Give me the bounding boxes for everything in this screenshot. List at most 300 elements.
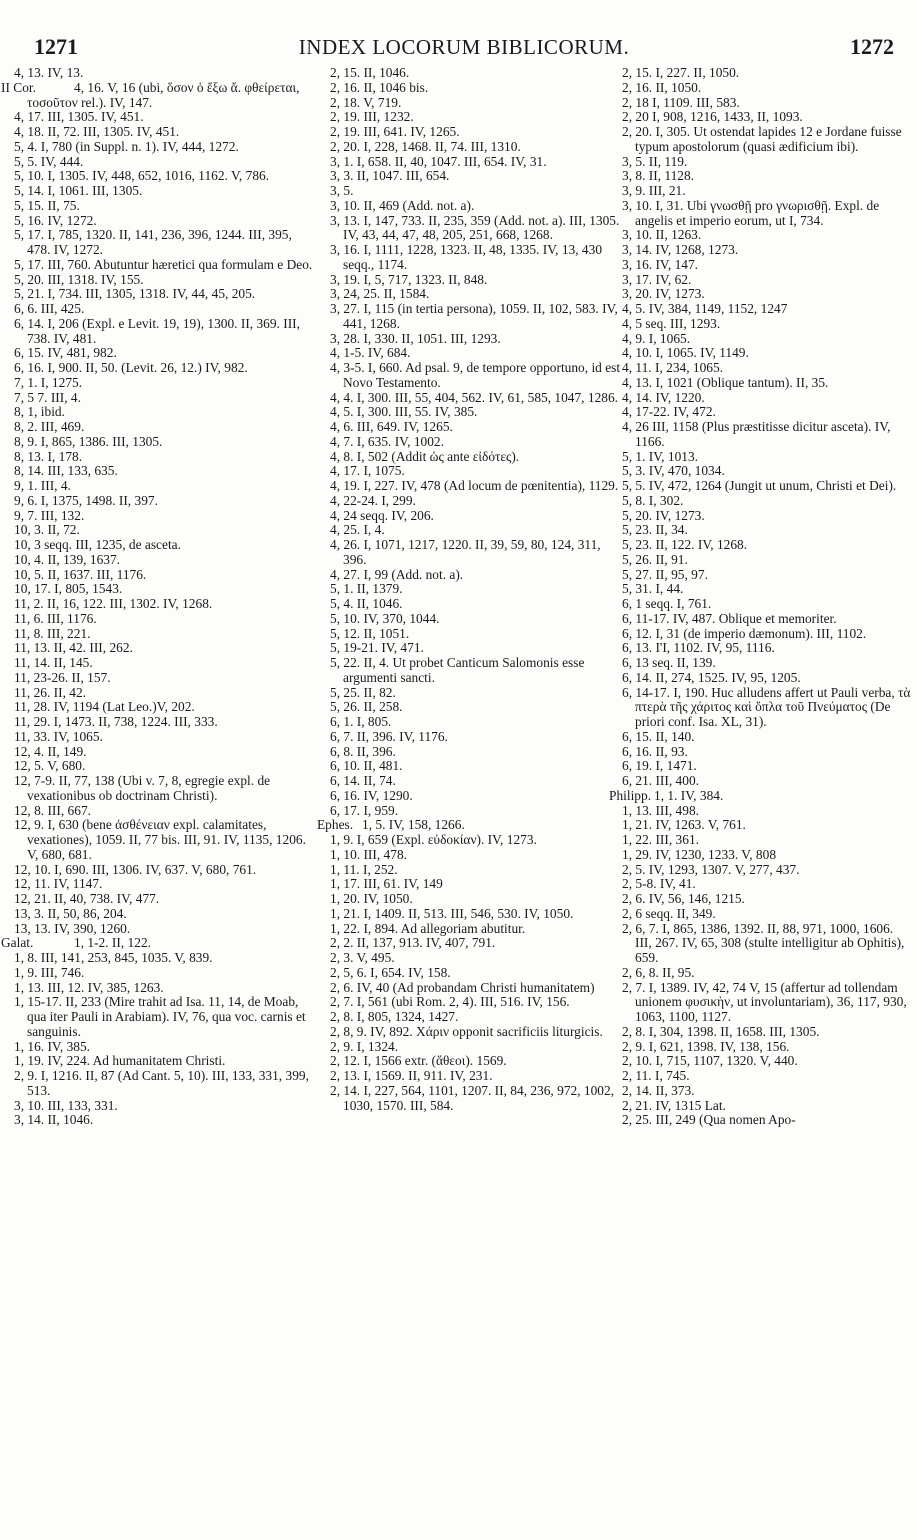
entry-text: 10, 3 seqq. III, 1235, de asceta.	[14, 537, 181, 552]
entry-text: 2, 20 I, 908, 1216, 1433, II, 1093.	[622, 109, 803, 125]
entry-text: 6, 8. II, 396.	[330, 743, 396, 759]
index-entry	[14, 892, 318, 907]
index-entry	[330, 995, 622, 1010]
index-entry	[622, 1040, 912, 1055]
index-entry	[330, 81, 622, 96]
entry-text: 3, 14. IV, 1268, 1273.	[622, 242, 739, 257]
index-entry	[14, 361, 318, 376]
index-entry	[622, 686, 912, 730]
entry-text: 3, 27. I, 115 (in tertia persona), 1059. II, 102, 583. IV, 441, 1268.	[330, 301, 618, 331]
index-entry	[330, 759, 622, 774]
index-entry	[330, 169, 622, 184]
index-entry	[14, 184, 318, 199]
index-entry	[622, 627, 912, 642]
entry-text: 8, 13. I, 178.	[14, 448, 83, 464]
index-entry	[330, 125, 622, 140]
index-entry	[622, 759, 912, 774]
index-entry	[330, 155, 622, 170]
entry-text: 11, 23-26. II, 157.	[14, 669, 111, 685]
entry-text: 1, 13. III, 498.	[622, 802, 699, 818]
index-entry	[330, 1069, 622, 1084]
entry-text: 5, 15. II, 75.	[14, 197, 80, 213]
entry-text: 11, 26. II, 42.	[14, 684, 87, 700]
entry-text: 6, 16. IV, 1290.	[330, 787, 413, 803]
index-entry	[14, 745, 318, 760]
entry-text: 4, 7. I, 635. IV, 1002.	[330, 433, 444, 449]
entry-text: 5, 4. I, 780 (in Suppl. n. 1). IV, 444, 1272.	[14, 138, 239, 154]
entry-text: 4, 19. I, 227. IV, 478 (Ad locum de pœnitentia), 1129.	[330, 478, 619, 493]
entry-text: 12, 7-9. II, 77, 138 (Ubi v. 7, 8, egregie expl. de vexationibus ob doctrinam Christi).	[14, 773, 271, 803]
entry-text: 5, 22. II, 4. Ut probet Canticum Salomonis esse argumenti sancti.	[330, 655, 585, 685]
index-entry	[622, 169, 912, 184]
index-entry	[330, 612, 622, 627]
entry-text: 1, 9. I, 659 (Expl. εὐδοκίαν). IV, 1273.	[330, 832, 537, 847]
index-entry	[622, 745, 912, 760]
entry-text: 5, 16. IV, 1272.	[14, 212, 97, 228]
index-entry	[14, 1054, 318, 1069]
entry-text: 4, 1-5. IV, 684.	[330, 345, 411, 361]
index-entry	[330, 110, 622, 125]
entry-text: 2, 19. III, 641. IV, 1265.	[330, 124, 460, 139]
index-entry	[330, 922, 622, 937]
index-column-1	[1, 65, 318, 1526]
entry-text: 6, 14. I, 206 (Expl. e Levit. 19, 19), 1300. II, 369. III, 738. IV, 481.	[14, 315, 300, 346]
entry-text: 6, 16. I, 900. II, 50. (Levit. 26, 12.) IV, 982.	[14, 360, 248, 375]
index-entry	[14, 759, 318, 774]
index-entry	[14, 155, 318, 170]
index-entry	[622, 582, 912, 597]
entry-text: 6, 12. I, 31 (de imperio dæmonum). III, 1102.	[622, 625, 867, 641]
index-entry	[622, 538, 912, 553]
index-entry	[330, 848, 622, 863]
entry-text: 3, 28. I, 330. II, 1051. III, 1293.	[330, 330, 501, 346]
entry-text: 6, 14. II, 274, 1525. IV, 95, 1205.	[622, 669, 801, 685]
entry-text: 6, 6. III, 425.	[14, 301, 85, 316]
index-entry	[14, 568, 318, 583]
entry-text: 2, 16. II, 1050.	[622, 79, 702, 95]
entry-text: 7, 5 7. III, 4.	[14, 389, 81, 405]
index-entry	[622, 1025, 912, 1040]
entry-text: 4, 10. I, 1065. IV, 1149.	[622, 345, 749, 361]
entry-text: 2, 2. II, 137, 913. IV, 407, 791.	[330, 935, 496, 951]
index-entry	[622, 568, 912, 583]
index-entry	[14, 612, 318, 627]
index-entry	[14, 376, 318, 391]
entry-text: 4, 24 seqq. IV, 206.	[330, 507, 434, 523]
index-entry	[14, 258, 318, 273]
index-entry	[14, 509, 318, 524]
index-entry	[14, 214, 318, 229]
entry-text: 1, 22. III, 361.	[622, 832, 699, 847]
entry-text: 4, 13. I, 1021 (Oblique tantum). II, 35.	[622, 374, 829, 390]
index-entry	[330, 199, 622, 214]
index-entry	[330, 715, 622, 730]
index-entry	[622, 479, 912, 494]
index-entry	[330, 1084, 622, 1114]
entry-text: 1, 19. IV, 224. Ad humanitatem Christi.	[14, 1053, 226, 1069]
entry-text: 3, 20. IV, 1273.	[622, 286, 705, 302]
index-entry	[330, 243, 622, 273]
entry-text: 6, 14. II, 74.	[330, 773, 396, 788]
entry-text: 3, 8. II, 1128.	[622, 168, 695, 184]
entry-text: 1, 9. III, 746.	[14, 964, 85, 980]
entry-text: 4, 26. I, 1071, 1217, 1220. II, 39, 59, 80, 124, 311, 396.	[330, 537, 601, 567]
entry-text: 2, 5, 6. I, 654. IV, 158.	[330, 964, 451, 980]
index-entry	[14, 818, 318, 862]
entry-text: 5, 26. II, 258.	[330, 699, 403, 715]
index-entry	[330, 892, 622, 907]
index-entry	[330, 641, 622, 656]
entry-text: 4, 5. I, 300. III, 55. IV, 385.	[330, 404, 478, 420]
entry-text: 3, 17. IV, 62.	[622, 271, 692, 287]
entry-text: 6, 1. I, 805.	[330, 714, 392, 729]
entry-text: 6, 1 seqq. I, 761.	[622, 596, 712, 611]
index-entry	[330, 582, 622, 597]
entry-text: 4, 8. I, 502 (Addit ὡς ante εἰδότες).	[330, 448, 520, 464]
index-entry	[622, 199, 912, 229]
index-entry	[330, 494, 622, 509]
entry-text: 2, 10. I, 715, 1107, 1320. V, 440.	[622, 1053, 798, 1069]
book-heading-entry	[317, 817, 622, 833]
index-entry	[330, 361, 622, 391]
index-entry	[622, 464, 912, 479]
index-entry	[622, 450, 912, 465]
entry-text: 5, 20. III, 1318. IV, 155.	[14, 271, 144, 287]
entry-text: 2, 16. II, 1046 bis.	[330, 79, 429, 95]
index-entry	[14, 922, 318, 937]
entry-text: 5, 1. II, 1379.	[330, 581, 403, 597]
entry-text: 5, 26. II, 91.	[622, 551, 688, 567]
book-heading-entry	[1, 935, 318, 951]
running-header	[34, 34, 894, 60]
entry-text: 5, 1. IV, 1013.	[622, 448, 699, 464]
index-entry	[330, 1054, 622, 1069]
index-entry	[622, 1113, 912, 1128]
index-entry	[14, 951, 318, 966]
entry-text: 11, 14. II, 145.	[14, 655, 93, 670]
index-entry	[622, 287, 912, 302]
index-entry	[330, 597, 622, 612]
entry-text: 1, 21. IV, 1263. V, 761.	[622, 817, 746, 833]
entry-text: 4, 13. IV, 13.	[14, 65, 84, 80]
entry-text: 8, 14. III, 133, 635.	[14, 463, 118, 479]
index-entry	[622, 966, 912, 981]
entry-text: 4, 5 seq. III, 1293.	[622, 315, 721, 331]
index-entry	[14, 405, 318, 420]
index-entry	[330, 450, 622, 465]
index-entry	[330, 346, 622, 361]
index-entry	[330, 627, 622, 642]
entry-text: 3, 19. I, 5, 717, 1323. II, 848.	[330, 271, 488, 287]
entry-text: 3, 10. II, 469 (Add. not. a).	[330, 197, 475, 213]
entry-text: 6, 11-17. IV, 487. Oblique et memoriter.	[622, 610, 837, 626]
entry-text: 2, 20. I, 305. Ut ostendat lapides 12 e Jordane fuisse typum apostolorum (quasi ædificium ibi).	[622, 124, 902, 154]
entry-text: 6, 13 seq. II, 139.	[622, 655, 716, 670]
index-entry	[622, 774, 912, 789]
index-entry	[622, 155, 912, 170]
entry-text: 3, 1. I, 658. II, 40, 1047. III, 654. IV, 31.	[330, 153, 547, 169]
index-entry	[14, 125, 318, 140]
index-entry	[622, 376, 912, 391]
entry-text: 2, 6 seqq. II, 349.	[622, 905, 716, 921]
index-entry	[622, 509, 912, 524]
index-entry	[330, 66, 622, 81]
entry-text: 9, 7. III, 132.	[14, 507, 85, 523]
index-entry	[14, 715, 318, 730]
index-entry	[14, 966, 318, 981]
entry-text: 4, 14. IV, 1220.	[622, 389, 705, 405]
index-entry	[622, 804, 912, 819]
entry-text: 5, 31. I, 44.	[622, 581, 684, 597]
entry-text: 2, 6. IV, 40 (Ad probandam Christi humanitatem)	[330, 979, 595, 995]
entry-text: 5, 21. I, 734. III, 1305, 1318. IV, 44, 45, 205.	[14, 286, 256, 302]
entry-text: 6, 19. I, 1471.	[622, 758, 697, 774]
entry-text: 3, 16. I, 1111, 1228, 1323. II, 48, 1335. IV, 13, 430 seqq., 1174.	[330, 242, 603, 272]
index-entry	[14, 995, 318, 1039]
entry-text: 4, 17-22. IV, 472.	[622, 404, 716, 420]
index-entry	[14, 538, 318, 553]
index-entry	[14, 641, 318, 656]
index-entry	[330, 464, 622, 479]
index-entry	[14, 317, 318, 347]
entry-text: 2, 15. I, 227. II, 1050.	[622, 65, 740, 80]
index-entry	[330, 568, 622, 583]
entry-text: 1, 1. IV, 384.	[654, 787, 724, 803]
entry-text: 7, 1. I, 1275.	[14, 374, 83, 390]
entry-text: 11, 8. III, 221.	[14, 625, 91, 641]
index-entry	[330, 774, 622, 789]
entry-text: 4, 4. I, 300. III, 55, 404, 562. IV, 61, 585, 1047, 1286.	[330, 389, 619, 405]
index-entry	[14, 730, 318, 745]
index-entry	[622, 981, 912, 1025]
index-entry	[622, 302, 912, 317]
entry-text: 2, 8, 9. IV, 892. Χάριν opponit sacrificiis liturgicis.	[330, 1023, 603, 1039]
entry-text: 2, 8. I, 304, 1398. II, 1658. III, 1305.	[622, 1023, 820, 1039]
entry-text: 4, 6. III, 649. IV, 1265.	[330, 419, 453, 434]
entry-text: 3, 10. I, 31. Ubi γνωσθῇ pro γνωρισθῇ. Expl. de angelis et imperio eorum, ut I, 734.	[622, 197, 880, 228]
entry-text: 1, 5. IV, 158, 1266.	[362, 817, 465, 833]
index-entry	[622, 494, 912, 509]
index-entry	[330, 981, 622, 996]
index-entry	[330, 435, 622, 450]
entry-text: 5, 27. II, 95, 97.	[622, 566, 708, 582]
index-entry	[14, 169, 318, 184]
index-entry	[622, 81, 912, 96]
entry-text: 5, 17. I, 785, 1320. II, 141, 236, 396, 1244. III, 395, 478. IV, 1272.	[14, 227, 292, 257]
index-entry	[330, 420, 622, 435]
index-entry	[14, 863, 318, 878]
entry-text: 2, 7. I, 561 (ubi Rom. 2, 4). III, 516. IV, 156.	[330, 994, 570, 1010]
index-entry	[330, 184, 622, 199]
entry-text: 13, 13. IV, 390, 1260.	[14, 920, 131, 936]
entry-text: 3, 13. I, 147, 733. II, 235, 359 (Add. not. a). III, 1305. IV, 43, 44, 47, 48, 205, 251, 668, 1268.	[330, 212, 620, 243]
entry-text: 8, 9. I, 865, 1386. III, 1305.	[14, 433, 163, 449]
entry-text: 2, 13. I, 1569. II, 911. IV, 231.	[330, 1068, 493, 1083]
entry-text: 5, 25. II, 82.	[330, 684, 396, 700]
book-label: II Cor.	[1, 79, 36, 95]
entry-text: 5, 3. IV, 470, 1034.	[622, 463, 725, 479]
entry-text: 5, 4. II, 1046.	[330, 596, 403, 611]
index-entry	[622, 892, 912, 907]
entry-text: 5, 5. IV, 444.	[14, 153, 84, 169]
entry-text: 5, 5. IV, 472, 1264 (Jungit ut unum, Christi et Dei).	[622, 478, 897, 493]
entry-text: 5, 8. I, 302.	[622, 492, 684, 508]
entry-text: 4, 25. I, 4.	[330, 522, 385, 538]
entry-text: 3, 16. IV, 147.	[622, 256, 699, 272]
entry-text: 4, 3-5. I, 660. Ad psal. 9, de tempore opportuno, id est Novo Testamento.	[330, 360, 621, 390]
entry-text: 3, 5. II, 119.	[622, 153, 688, 169]
entry-text: 1, 16. IV, 385.	[14, 1038, 91, 1054]
index-entry	[14, 774, 318, 804]
index-entry	[622, 66, 912, 81]
entry-text: 2, 5. IV, 1293, 1307. V, 277, 437.	[622, 861, 800, 877]
index-entry	[330, 273, 622, 288]
entry-text: 2, 19. III, 1232.	[330, 109, 414, 125]
index-entry	[622, 656, 912, 671]
index-entry	[14, 273, 318, 288]
index-entry	[622, 317, 912, 332]
index-entry	[14, 981, 318, 996]
entry-text: 1, 17. III, 61. IV, 149	[330, 876, 443, 892]
entry-text: 1, 15-17. II, 233 (Mire trahit ad Isa. 11, 14, de Moab, qua iter Pauli in Arabiam). IV, 76, qua voc. carnis et sanguinis.	[14, 994, 306, 1039]
index-entry	[14, 420, 318, 435]
entry-text: 1, 13. III, 12. IV, 385, 1263.	[14, 979, 164, 995]
page-title: INDEX LOCORUM BIBLICORUM.	[298, 35, 630, 59]
entry-text: 3, 10. II, 1263.	[622, 227, 702, 243]
index-entry	[330, 140, 622, 155]
index-entry	[14, 907, 318, 922]
index-entry	[622, 671, 912, 686]
index-entry	[330, 287, 622, 302]
index-entry	[14, 450, 318, 465]
entry-text: 6, 7. II, 396. IV, 1176.	[330, 728, 448, 744]
index-entry	[330, 302, 622, 332]
entry-text: 2, 9. I, 1324.	[330, 1038, 399, 1054]
index-entry	[14, 1099, 318, 1114]
index-entry	[330, 538, 622, 568]
index-entry	[622, 96, 912, 111]
index-entry	[330, 877, 622, 892]
entry-text: 10, 17. I, 805, 1543.	[14, 581, 123, 597]
entry-text: 2, 11. I, 745.	[622, 1068, 690, 1083]
index-entry	[14, 597, 318, 612]
entry-text: 6, 16. II, 93.	[622, 743, 688, 759]
entry-text: 1, 21. I, 1409. II, 513. III, 546, 530. IV, 1050.	[330, 905, 574, 921]
index-entry	[622, 258, 912, 273]
entry-text: 12, 8. III, 667.	[14, 802, 91, 818]
index-entry	[14, 671, 318, 686]
index-entry	[330, 1010, 622, 1025]
index-entry	[330, 863, 622, 878]
index-entry	[330, 509, 622, 524]
entry-text: 4, 18. II, 72. III, 1305. IV, 451.	[14, 124, 180, 139]
entry-text: 10, 3. II, 72.	[14, 522, 80, 538]
index-entry	[14, 199, 318, 214]
entry-text: 6, 15. II, 140.	[622, 728, 695, 744]
index-entry	[622, 553, 912, 568]
entry-text: 12, 9. I, 630 (bene ἀσθένειαν expl. calamitates, vexationes), 1059. II, 77 bis. III, 91. IV, 1135, 1206. V, 680, 681.	[14, 817, 306, 862]
index-column-3	[609, 65, 912, 1526]
page-number-right: 1272	[850, 34, 894, 59]
index-entry	[330, 936, 622, 951]
index-entry	[622, 1099, 912, 1114]
entry-text: 6, 13. I'I, 1102. IV, 95, 1116.	[622, 640, 775, 656]
index-entry	[330, 332, 622, 347]
index-entry	[14, 1069, 318, 1099]
index-entry	[14, 1113, 318, 1128]
entry-text: 4, 5. IV, 384, 1149, 1152, 1247	[622, 301, 788, 316]
index-entry	[14, 302, 318, 317]
index-entry	[14, 700, 318, 715]
index-entry	[622, 863, 912, 878]
index-entry	[330, 214, 622, 244]
entry-text: 3, 14. II, 1046.	[14, 1112, 94, 1128]
index-entry	[622, 641, 912, 656]
entry-text: 2, 14. I, 227, 564, 1101, 1207. II, 84, 236, 972, 1002, 1030, 1570. III, 584.	[330, 1082, 615, 1113]
entry-text: 8, 1, ibid.	[14, 404, 65, 420]
index-entry	[330, 479, 622, 494]
entry-text: 6, 17. I, 959.	[330, 802, 399, 818]
index-entry	[14, 435, 318, 450]
index-entry	[622, 405, 912, 420]
entry-text: 2, 18. V, 719.	[330, 94, 402, 110]
entry-text: 13, 3. II, 50, 86, 204.	[14, 905, 127, 921]
entry-text: 11, 28. IV, 1194 (Lat Leo.)V, 202.	[14, 699, 195, 715]
index-entry	[622, 228, 912, 243]
index-entry	[330, 405, 622, 420]
index-entry	[14, 804, 318, 819]
entry-text: 2, 14. II, 373.	[622, 1082, 695, 1098]
index-entry	[622, 597, 912, 612]
entry-text: 2, 21. IV, 1315 Lat.	[622, 1097, 726, 1113]
index-entry	[622, 361, 912, 376]
index-entry	[14, 140, 318, 155]
entry-text: 12, 4. II, 149.	[14, 743, 87, 759]
index-entry	[14, 686, 318, 701]
index-entry	[622, 273, 912, 288]
index-entry	[622, 110, 912, 125]
entry-text: 1, 1-2. II, 122.	[74, 935, 151, 951]
book-heading-entry	[609, 787, 912, 804]
index-entry	[14, 494, 318, 509]
index-entry	[330, 700, 622, 715]
index-entry	[14, 228, 318, 258]
index-entry	[14, 582, 318, 597]
entry-text: 10, 5. II, 1637. III, 1176.	[14, 566, 147, 582]
entry-text: 2, 15. II, 1046.	[330, 65, 410, 80]
entry-text: 11, 2. II, 16, 122. III, 1302. IV, 1268.	[14, 596, 213, 611]
index-entry	[14, 877, 318, 892]
entry-text: 2, 9. I, 1216. II, 87 (Ad Cant. 5, 10). III, 133, 331, 399, 513.	[14, 1068, 309, 1098]
entry-text: 4, 17. III, 1305. IV, 451.	[14, 109, 144, 125]
entry-text: 12, 10. I, 690. III, 1306. IV, 637. V, 680, 761.	[14, 861, 257, 877]
entry-text: 6, 15. IV, 481, 982.	[14, 345, 117, 361]
index-entry	[14, 1040, 318, 1055]
entry-text: 1, 11. I, 252.	[330, 861, 398, 877]
entry-text: 2, 8. I, 805, 1324, 1427.	[330, 1009, 459, 1024]
index-entry	[14, 66, 318, 81]
index-entry	[14, 464, 318, 479]
entry-text: 2, 12. I, 1566 extr. (ἄθεοι). 1569.	[330, 1053, 507, 1069]
index-entry	[330, 523, 622, 538]
entry-text: 2, 18 I, 1109. III, 583.	[622, 94, 740, 110]
index-entry	[14, 627, 318, 642]
index-entry	[14, 110, 318, 125]
entry-text: 5, 12. II, 1051.	[330, 625, 410, 641]
entry-text: 5, 10. IV, 370, 1044.	[330, 610, 440, 626]
entry-text: 2, 6, 8. II, 95.	[622, 964, 695, 980]
index-entry	[330, 1025, 622, 1040]
